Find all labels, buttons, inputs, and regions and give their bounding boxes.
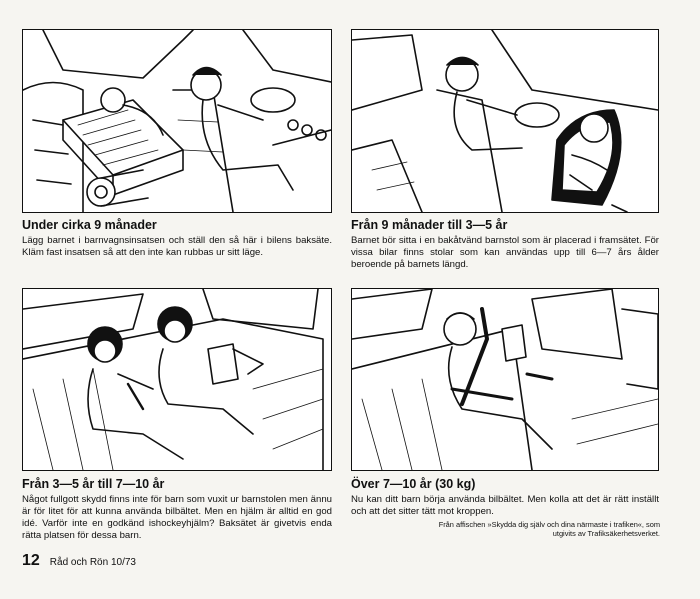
illustration-helmets-back-seat [22,288,332,471]
section-heading-infant: Under cirka 9 månader [22,218,157,232]
section-text-toddler: Barnet bör sitta i en bakåtvänd barnstol som är placerad i framsätet. För vissa bilar finns stolar som kan användas upp till 6—7 års ålder beroende på barnets längd. [351,235,659,270]
illustration-seat-belt [351,288,659,471]
section-text-infant: Lägg barnet i barnvagnsinsatsen och ställ den så här i bilens baksäte. Kläm fast insatsen så att den inte kan rubbas ur sitt läge. [22,235,332,258]
section-heading-toddler: Från 9 månader till 3—5 år [351,218,508,232]
illustration-infant-carrier [22,29,332,213]
poster-credit: Från affischen »Skydda dig själv och dina närmaste i trafiken«, som utgivits av Trafiksäkerhetsverket. [438,520,660,538]
section-text-older-child: Nu kan ditt barn börja använda bilbältet. Men kolla att det är rätt inställt och att det sitter tätt mot kroppen. [351,494,659,517]
section-text-child: Något fullgott skydd finns inte för barn som vuxit ur barnstolen men ännu är för litet för att kunna använda bilbältet. Men en hjälm är alltid en god idé. Varför inte en godkänd ishockeyhjälm? Baksätet är givetvis enda rätta platsen för dessa barn. [22,494,332,541]
page-footer [22,552,136,570]
page-number: 12 [22,552,40,569]
magazine-issue: Råd och Rön 10/73 [49,557,136,568]
section-heading-child: Från 3—5 år till 7—10 år [22,477,165,491]
section-heading-older-child: Över 7—10 år (30 kg) [351,477,476,491]
illustration-rear-facing-seat [351,29,659,213]
